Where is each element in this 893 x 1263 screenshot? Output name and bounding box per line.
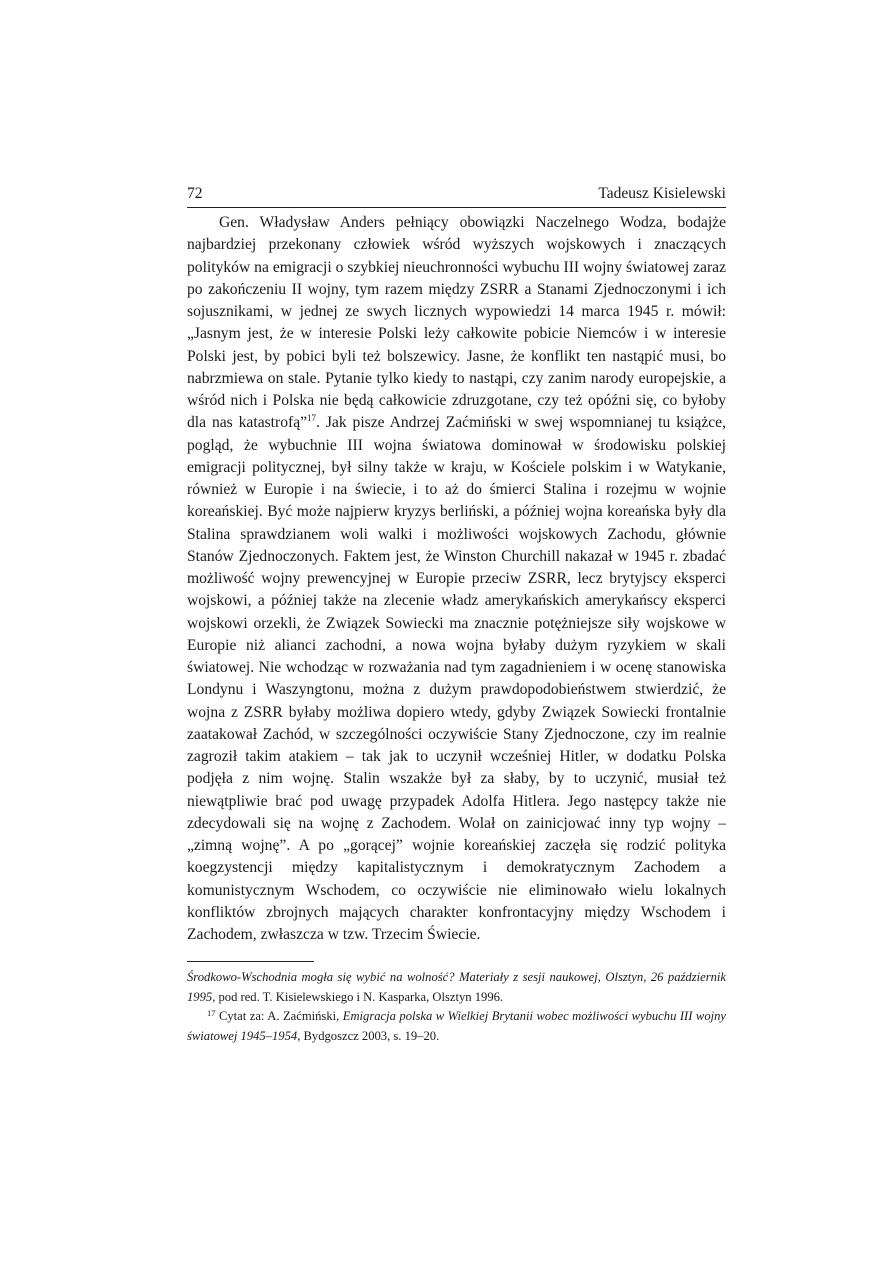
footnote-17-prefix: Cytat za: A. Zaćmiński, <box>215 1009 343 1023</box>
page-number: 72 <box>187 185 203 202</box>
footnote-17-rest: , Bydgoszcz 2003, s. 19–20. <box>297 1028 440 1043</box>
footnote-continued-title: Środkowo-Wschodnia mogła się wybić na wolność? Materiały z sesji naukowej, Olsztyn, 26 październik 1995 <box>187 970 726 1004</box>
footnote-reference-17: 17 <box>307 413 317 424</box>
footnote-17 <box>187 1007 726 1046</box>
footnote-separator <box>187 961 314 962</box>
footnote-17-number: 17 <box>207 1008 216 1018</box>
footnote-continued <box>187 968 726 1007</box>
footnotes <box>187 968 726 1046</box>
body-text-part-2: . Jak pisze Andrzej Zaćmiński w swej wspomnianej tu książce, pogląd, że wybuchnie III wojna światowa dominował w środowisku polskiej emigracji politycznej, był silny także w kraju, w Kościele polskim i w Watykanie, również w Europie i na świecie, i to aż do śmierci Stalina i rozejmu w wojnie koreańskiej. Być może najpierw kryzys berliński, a później wojna koreańska były dla Stalina sprawdzianem woli walki i możliwości wojskowych Zachodu, głównie Stanów Zjednoczonych. Faktem jest, że Winston Churchill nakazał w 1945 r. zbadać możliwość wojny prewencyjnej w Europie przeciw ZSRR, lecz brytyjscy eksperci wojskowi, a później także na zlecenie władz amerykańskich amerykańscy eksperci wojskowi orzekli, że Związek Sowiecki ma znacznie potężniejsze siły wojskowe w Europie niż alianci zachodni, a nowa wojna byłaby dużym ryzykiem w skali światowej. Nie wchodząc w rozważania nad tym zagadnieniem i w ocenę stanowiska Londynu i Waszyngtonu, można z dużym prawdopodobieństwem stwierdzić, że wojna z ZSRR byłaby możliwa dopiero wtedy, gdyby Związek Sowiecki frontalnie zaatakował Zachód, w szczególności oczywiście Stany Zjednoczone, czy im realnie zagroził takim atakiem – tak jak to uczynił wcześniej Hitler, w dodatku Polska podjęła z nim wojnę. Stalin wszakże był za słaby, by to uczynić, musiał też niewątpliwie brać pod uwagę przypadek Adolfa Hitlera. Jego następcy także nie zdecydowali się na wojnę z Zachodem. Wolał on zainicjować inny typ wojny – „zimną wojnę”. A po „gorącej” wojnie koreańskiej zaczęła się rodzić polityka koegzystencji między kapitalistycznym i demokratycznym Zachodem a komunistycznym Wschodem, co oczywiście nie eliminowało wielu lokalnych konfliktów zbrojnych mających charakter konfrontacyjny między Wschodem i Zachodem, zwłaszcza w tzw. Trzecim Świecie. <box>187 414 726 943</box>
body-text-part-1: Gen. Władysław Anders pełniący obowiązki Naczelnego Wodza, bodajże najbardziej przekonany człowiek wśród wyższych wojskowych i znaczących polityków na emigracji o szybkiej nieuchronności wybuchu III wojny światowej zaraz po zakończeniu II wojny, tym razem między ZSRR a Stanami Zjednoczonymi i ich sojusznikami, w jednej ze swych licznych wypowiedzi 14 marca 1945 r. mówił: „Jasnym jest, że w interesie Polski leży całkowite pobicie Niemców i w interesie Polski jest, by pobici byli też bolszewicy. Jasne, że konflikt ten nastąpić musi, bo nabrzmiewa on stale. Pytanie tylko kiedy to nastąpi, czy zanim narody europejskie, a wśród nich i Polska nie będą całkowicie zdruzgotane, czy też opóźni się, co byłoby dla nas katastrofą” <box>187 214 726 432</box>
running-head <box>187 185 726 208</box>
footnote-continued-rest: , pod red. T. Kisielewskiego i N. Kasparka, Olsztyn 1996. <box>212 989 504 1004</box>
body-paragraph <box>187 212 726 946</box>
footnote-17-title: Emigracja polska w Wielkiej Brytanii wobec możliwości wybuchu III wojny światowej 1945–1954 <box>187 1009 727 1043</box>
running-head-author: Tadeusz Kisielewski <box>598 185 726 202</box>
